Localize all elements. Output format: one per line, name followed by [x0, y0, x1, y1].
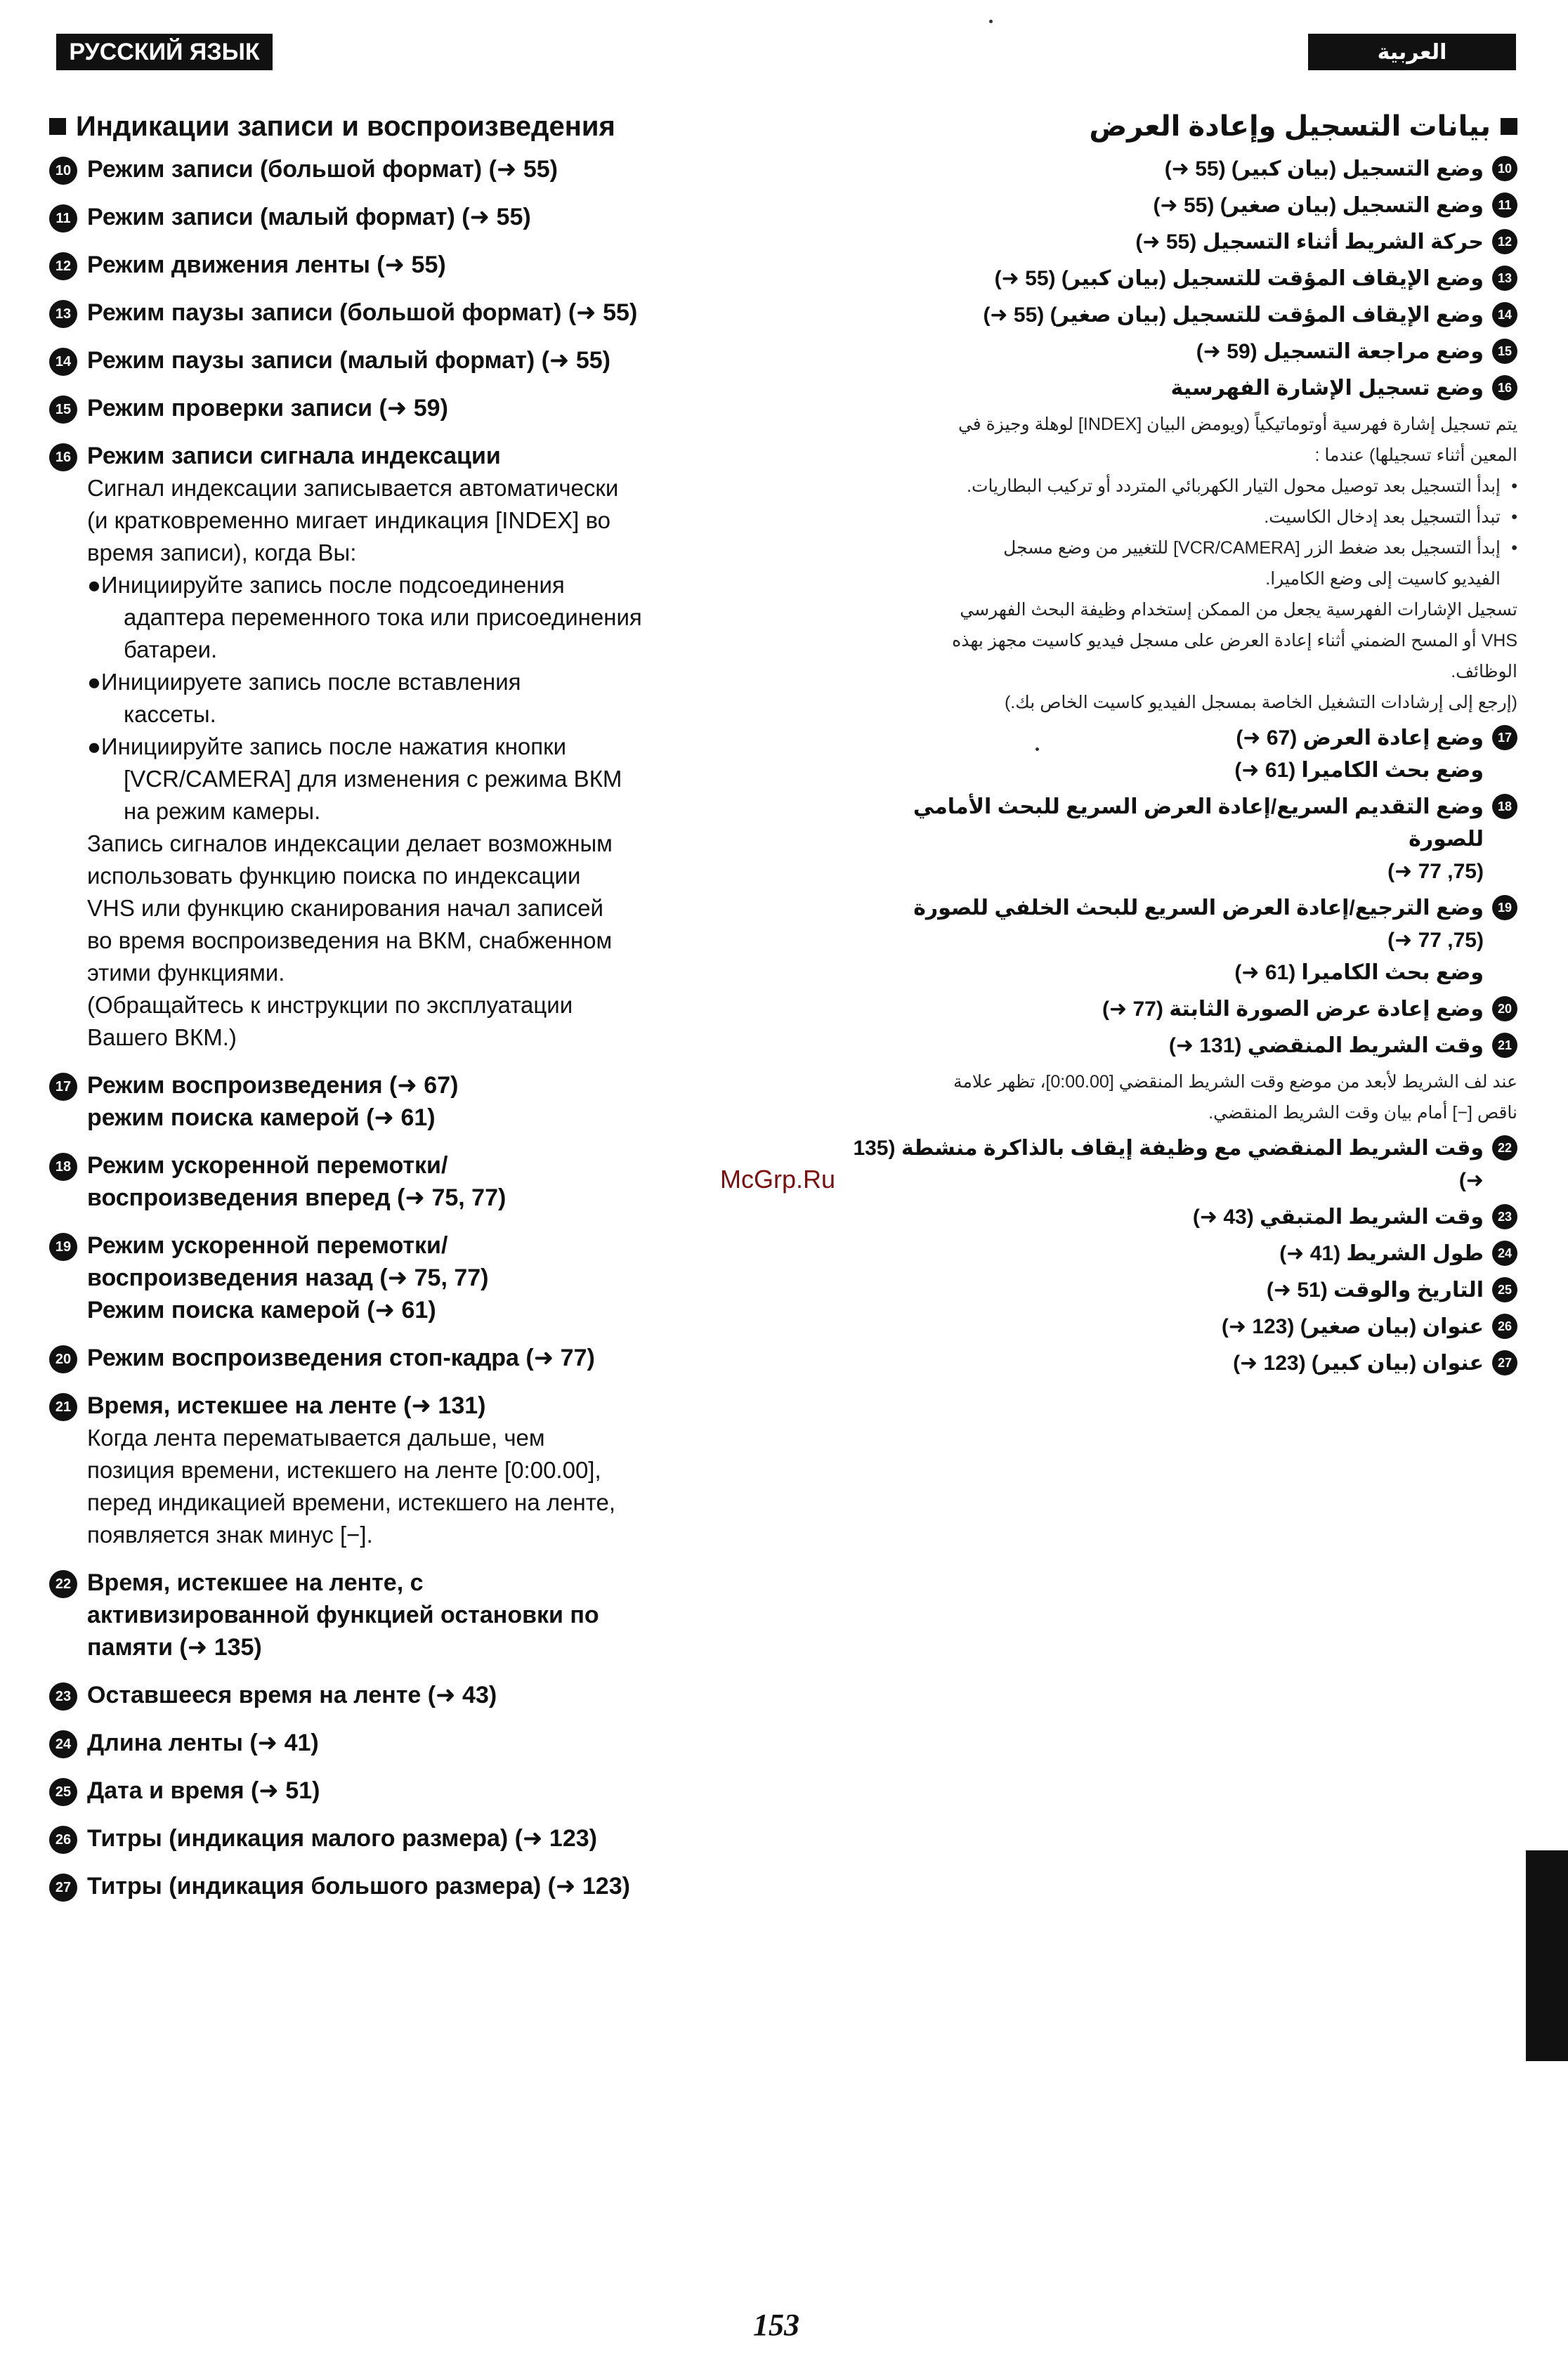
- item-16-description: [843, 409, 1517, 718]
- item-description: во время воспроизведения на ВКМ, снабженном: [87, 927, 613, 953]
- item-title: Режим проверки записи (➜ 59): [87, 395, 448, 421]
- item-description: (Обращайтесь к инструкции по эксплуатации: [87, 992, 573, 1018]
- item-title: памяти (➜ 135): [87, 1634, 262, 1661]
- item-number-badge: 19: [1492, 895, 1517, 920]
- item-title: التاريخ والوقت (51 ➜): [1266, 1279, 1484, 1302]
- item-title: عنوان (بيان كبير) (123 ➜): [1233, 1352, 1484, 1375]
- item-title: Режим движения ленты (➜ 55): [87, 251, 446, 278]
- item-title: Режим воспроизведения стоп-кадра (➜ 77): [87, 1345, 595, 1371]
- item-description: время записи), когда Вы:: [87, 540, 357, 566]
- item-title: طول الشريط (41 ➜): [1279, 1242, 1484, 1265]
- item-title: Титры (индикация большого размера) (➜ 123): [87, 1873, 630, 1900]
- item-number-badge: 21: [1492, 1033, 1517, 1058]
- list-item: [843, 1274, 1517, 1307]
- list-item: [843, 226, 1517, 259]
- item-title: Режим поиска камерой (➜ 61): [87, 1297, 436, 1323]
- item-number-badge: 24: [1492, 1241, 1517, 1266]
- list-item: [843, 1201, 1517, 1234]
- item-title: وضع التقديم السريع/إعادة العرض السريع للبحث الأمامي للصورة: [913, 795, 1484, 851]
- item-number-badge: 22: [1492, 1135, 1517, 1161]
- item-title: Режим воспроизведения (➜ 67): [87, 1072, 459, 1099]
- item-description: عند لف الشريط لأبعد من موضع وقت الشريط المنقضي [0:00.00]، تظهر علامة: [953, 1072, 1517, 1092]
- item-description: يتم تسجيل إشارة فهرسية أوتوماتيكياً (ويومض البيان [INDEX] لوهلة وجيزة في: [958, 414, 1517, 434]
- list-item: [49, 1229, 738, 1326]
- item-title: وضع الترجيع/إعادة العرض السريع للبحث الخلفي للصورة: [913, 896, 1484, 920]
- list-item: [843, 993, 1517, 1026]
- item-title: Режим паузы записи (малый формат) (➜ 55): [87, 347, 610, 374]
- item-title: حركة الشريط أثناء التسجيل (55 ➜): [1135, 230, 1484, 254]
- item-title: عنوان (بيان صغير) (123 ➜): [1221, 1315, 1484, 1338]
- item-title: وضع التسجيل (بيان صغير) (55 ➜): [1153, 194, 1484, 217]
- item-title: Время, истекшее на ленте (➜ 131): [87, 1392, 486, 1419]
- item-number-badge: 18: [1492, 794, 1517, 819]
- item-title: وقت الشريط المنقضي مع وظيفة إيقاف بالذاكرة منشطة (135 ➜): [853, 1137, 1484, 1192]
- item-title: режим поиска камерой (➜ 61): [87, 1104, 436, 1131]
- list-item: [49, 1149, 738, 1214]
- item-21-description: [843, 1066, 1517, 1128]
- bullet-item: • تبدأ التسجيل بعد إدخال الكاسيت.: [843, 502, 1517, 532]
- list-item: [843, 1311, 1517, 1343]
- item-title: وضع إعادة العرض (67 ➜): [1236, 726, 1484, 750]
- list-item: [49, 1342, 738, 1374]
- list-item: [843, 153, 1517, 185]
- item-title: активизированной функцией остановки по: [87, 1602, 599, 1628]
- item-title: Режим записи (малый формат) (➜ 55): [87, 204, 531, 230]
- list-item: [49, 1069, 738, 1134]
- item-number-badge: 14: [49, 348, 77, 376]
- item-description: تسجيل الإشارات الفهرسية يجعل من الممكن إستخدام وظيفة البحث الفهرسي: [960, 600, 1517, 620]
- item-title: وضع الإيقاف المؤقت للتسجيل (بيان كبير) (55 ➜): [994, 267, 1484, 290]
- page-number: 153: [753, 2308, 799, 2342]
- bullet-item: ●Инициируйте запись после нажатия кнопки [VCR/CAMERA] для изменения с режима ВКМ на режим камеры.: [87, 733, 622, 824]
- item-description: المعين أثناء تسجيلها) عندما :: [1314, 445, 1517, 465]
- item-title: وضع إعادة عرض الصورة الثابتة (77 ➜): [1102, 998, 1484, 1021]
- list-item: [49, 1822, 738, 1855]
- scan-speck: [989, 20, 993, 23]
- item-description: (и кратковременно мигает индикация [INDEX] во: [87, 507, 610, 533]
- scan-speck: [1035, 747, 1039, 751]
- item-number-badge: 11: [1492, 192, 1517, 218]
- list-item: [843, 1132, 1517, 1197]
- list-item: [49, 1727, 738, 1759]
- item-description: появляется знак минус [−].: [87, 1522, 373, 1548]
- list-item: [843, 372, 1517, 405]
- item-title: Режим ускоренной перемотки/: [87, 1152, 448, 1179]
- item-number-badge: 10: [1492, 156, 1517, 181]
- bullet-item-continuation: الفيديو كاسيت إلى وضع الكاميرا.: [1265, 569, 1501, 589]
- item-number-badge: 22: [49, 1570, 77, 1598]
- item-number-badge: 26: [49, 1826, 77, 1854]
- item-number-badge: 14: [1492, 302, 1517, 327]
- list-item: [49, 1870, 738, 1902]
- item-title: وقت الشريط المتبقي (43 ➜): [1192, 1205, 1484, 1229]
- item-title: وضع بحث الكاميرا (61 ➜): [1234, 759, 1484, 782]
- item-number-badge: 12: [49, 252, 77, 280]
- list-item: [843, 791, 1517, 888]
- item-number-badge: 12: [1492, 229, 1517, 254]
- item-description: VHS или функцию сканирования начал записей: [87, 895, 603, 921]
- square-bullet-icon: [1501, 118, 1517, 135]
- list-item: [49, 296, 738, 329]
- list-item: [49, 1390, 738, 1551]
- item-title: وضع مراجعة التسجيل (59 ➜): [1196, 340, 1484, 363]
- section-heading-ru: [49, 105, 738, 148]
- item-description: Запись сигналов индексации делает возможным: [87, 830, 613, 856]
- item-description: перед индикацией времени, истекшего на ленте,: [87, 1489, 616, 1515]
- item-number-badge: 18: [49, 1153, 77, 1181]
- list-item: [49, 1567, 738, 1664]
- item-description: использовать функцию поиска по индексации: [87, 863, 581, 889]
- list-item: [49, 249, 738, 281]
- item-number-badge: 17: [49, 1073, 77, 1101]
- list-item: [843, 299, 1517, 332]
- russian-column: [49, 105, 738, 1918]
- item-title: Титры (индикация малого размера) (➜ 123): [87, 1825, 597, 1852]
- list-item: [843, 190, 1517, 222]
- item-number-badge: 23: [49, 1682, 77, 1711]
- item-title: Режим записи сигнала индексации: [87, 443, 501, 469]
- list-item: [49, 201, 738, 233]
- item-number-badge: 10: [49, 157, 77, 185]
- item-title: воспроизведения вперед (➜ 75, 77): [87, 1184, 507, 1211]
- item-title: воспроизведения назад (➜ 75, 77): [87, 1264, 489, 1291]
- section-heading-ru-text: Индикации записи и воспроизведения: [76, 111, 615, 142]
- item-number-badge: 27: [49, 1874, 77, 1902]
- list-item: [843, 336, 1517, 368]
- list-item: [843, 722, 1517, 787]
- item-number-badge: 25: [49, 1778, 77, 1806]
- item-number-badge: 16: [1492, 375, 1517, 400]
- item-number-badge: 16: [49, 443, 77, 471]
- item-title: وضع تسجيل الإشارة الفهرسية: [1170, 377, 1484, 400]
- list-item: [49, 1679, 738, 1711]
- language-tag-arabic: العربية: [1308, 34, 1516, 70]
- item-number-badge: 20: [49, 1345, 77, 1373]
- list-item: [843, 1030, 1517, 1062]
- item-title: Режим паузы записи (большой формат) (➜ 55): [87, 299, 638, 326]
- item-number-badge: 26: [1492, 1314, 1517, 1339]
- list-item: [843, 1238, 1517, 1270]
- bullet-item: • إبدأ التسجيل بعد توصيل محول التيار الكهربائي المتردد أو تركيب البطاريات.: [843, 471, 1517, 502]
- list-item: [843, 1347, 1517, 1380]
- item-description: ناقص [−] أمام بيان وقت الشريط المنقضي.: [1208, 1103, 1517, 1123]
- item-title: Режим ускоренной перемотки/: [87, 1232, 448, 1259]
- item-title: وقت الشريط المنقضي (131 ➜): [1168, 1034, 1484, 1057]
- list-item: [49, 1774, 738, 1807]
- item-number-badge: 25: [1492, 1277, 1517, 1302]
- item-description: VHS أو المسح الضمني أثناء إعادة العرض على مسجل فيديو كاسيت مجهز بهذه: [952, 631, 1517, 651]
- square-bullet-icon: [49, 118, 66, 135]
- item-title: Длина ленты (➜ 41): [87, 1730, 319, 1756]
- item-description: (إرجع إلى إرشادات التشغيل الخاصة بمسجل الفيديو كاسيت الخاص بك.): [1004, 693, 1517, 712]
- item-description: Вашего ВКМ.): [87, 1024, 237, 1050]
- item-number-badge: 21: [49, 1393, 77, 1421]
- item-description: этими функциями.: [87, 960, 285, 986]
- item-number-badge: 20: [1492, 996, 1517, 1021]
- list-item: [49, 153, 738, 185]
- item-number-badge: 23: [1492, 1204, 1517, 1229]
- item-number-badge: 15: [49, 396, 77, 424]
- item-title: وضع الإيقاف المؤقت للتسجيل (بيان صغير) (55 ➜): [983, 303, 1484, 327]
- item-title: Дата и время (➜ 51): [87, 1777, 320, 1804]
- page-edge-tab: [1526, 1850, 1568, 2061]
- arabic-column: [843, 105, 1517, 1384]
- item-title: وضع بحث الكاميرا (61 ➜): [1234, 961, 1484, 984]
- bullet-item: ●Инициируете запись после вставления кассеты.: [87, 669, 521, 727]
- item-number-badge: 17: [1492, 725, 1517, 750]
- list-item: [49, 440, 738, 1054]
- section-heading-ar-text: بيانات التسجيل وإعادة العرض: [1089, 111, 1491, 142]
- item-number-badge: 24: [49, 1730, 77, 1758]
- item-title: Время, истекшее на ленте, с: [87, 1569, 424, 1596]
- item-title: Режим записи (большой формат) (➜ 55): [87, 156, 558, 183]
- item-number-badge: 15: [1492, 339, 1517, 364]
- item-number-badge: 13: [1492, 266, 1517, 291]
- list-item: [843, 263, 1517, 295]
- item-title: (75, 77 ➜): [1387, 929, 1484, 952]
- item-title: Оставшееся время на ленте (➜ 43): [87, 1682, 497, 1708]
- item-description: Когда лента перематывается дальше, чем: [87, 1425, 545, 1451]
- item-title: وضع التسجيل (بيان كبير) (55 ➜): [1164, 157, 1484, 181]
- item-title: (75, 77 ➜): [1387, 860, 1484, 883]
- item-description: Сигнал индексации записывается автоматически: [87, 475, 619, 501]
- item-number-badge: 19: [49, 1233, 77, 1261]
- item-number-badge: 13: [49, 300, 77, 328]
- bullet-item: • إبدأ التسجيل بعد ضغط الزر [VCR/CAMERA] للتغيير من وضع مسجل: [843, 532, 1517, 563]
- language-tag-russian: РУССКИЙ ЯЗЫК: [56, 34, 273, 70]
- bullet-item: ●Инициируйте запись после подсоединения адаптера переменного тока или присоединения батареи.: [87, 572, 642, 662]
- item-description: الوظائف.: [1451, 662, 1517, 681]
- list-item: [49, 392, 738, 424]
- list-item: [49, 344, 738, 377]
- item-description: позиция времени, истекшего на ленте [0:00.00],: [87, 1457, 601, 1483]
- watermark-text: McGrp.Ru: [720, 1165, 836, 1194]
- item-number-badge: 27: [1492, 1350, 1517, 1375]
- item-number-badge: 11: [49, 204, 77, 233]
- list-item: [843, 892, 1517, 989]
- section-heading-ar: [843, 105, 1517, 148]
